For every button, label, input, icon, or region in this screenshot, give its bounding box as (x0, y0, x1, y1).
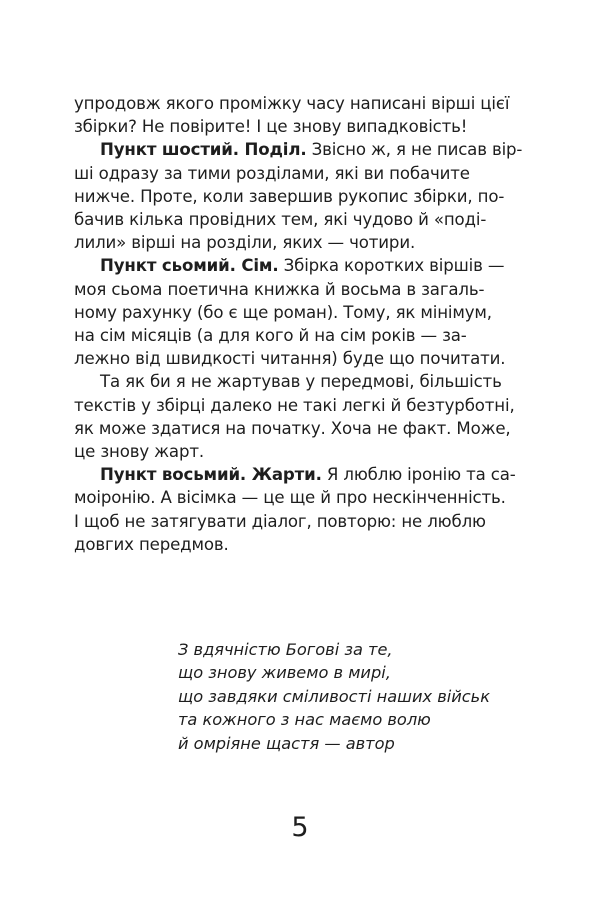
paragraph-point-seven (74, 254, 537, 370)
text-line: лежно від швидкості читання) буде що почитати. (74, 349, 506, 369)
text-fragment: Звісно ж, я не писав вір- (306, 140, 523, 160)
dedication (178, 638, 518, 755)
text-fragment: Збірка коротких віршів — (278, 256, 505, 276)
text-line: збірки? Не повірите! І це знову випадковість! (74, 117, 468, 137)
dedication-line: З вдячністю Богові за те, (178, 640, 393, 659)
point-heading: Пункт сьомий. Сім. (100, 256, 279, 276)
text-line (74, 138, 537, 161)
paragraph-continuation (74, 92, 537, 138)
paragraph-point-eight (74, 463, 537, 556)
text-line: моя сьома поетична книжка й восьма в загаль- (74, 279, 485, 299)
text-line: ному рахунку (бо є ще роман). Тому, як мінімум, (74, 302, 492, 322)
dedication-line: що завдяки сміливості наших військ (178, 686, 490, 706)
dedication-line: що знову живемо в мирі, (178, 663, 391, 683)
text-line: на сім місяців (а для кого й на сім років — за- (74, 326, 467, 346)
text-line: текстів у збірці далеко не такі легкі й безтурботні, (74, 395, 515, 415)
text-line: І щоб не затягувати діалог, повторю: не люблю (74, 511, 486, 531)
text-fragment: Я люблю іронію та са- (321, 465, 516, 485)
page-body (74, 92, 537, 556)
text-line: моіронію. А вісімка — це ще й про нескінченність. (74, 488, 506, 508)
text-line: довгих передмов. (74, 534, 229, 554)
point-heading: Пункт восьмий. Жарти. (100, 465, 322, 485)
text-line: Та як би я не жартував у передмові, більшість (100, 372, 502, 392)
paragraph-jokes-note (74, 370, 537, 463)
paragraph-point-six (74, 138, 537, 254)
text-line: це знову жарт. (74, 442, 204, 462)
dedication-line: та кожного з нас маємо волю (178, 710, 431, 730)
text-line (74, 254, 537, 277)
point-heading: Пункт шостий. Поділ. (100, 140, 307, 160)
text-line: упродовж якого проміжку часу написані вірші цієї (74, 94, 510, 113)
text-line: як може здатися на початку. Хоча не факт. Може, (74, 418, 511, 438)
dedication-line: й омріяне щастя — автор (178, 733, 395, 753)
text-line: ші одразу за тими розділами, які ви побачите (74, 163, 470, 183)
text-line (74, 463, 537, 486)
text-line: нижче. Проте, коли завершив рукопис збірки, по- (74, 186, 505, 206)
text-line: бачив кілька провідних тем, які чудово й «поді- (74, 210, 487, 230)
text-line: лили» вірші на розділи, яких — чотири. (74, 233, 416, 253)
page-number: 5 (291, 812, 309, 843)
